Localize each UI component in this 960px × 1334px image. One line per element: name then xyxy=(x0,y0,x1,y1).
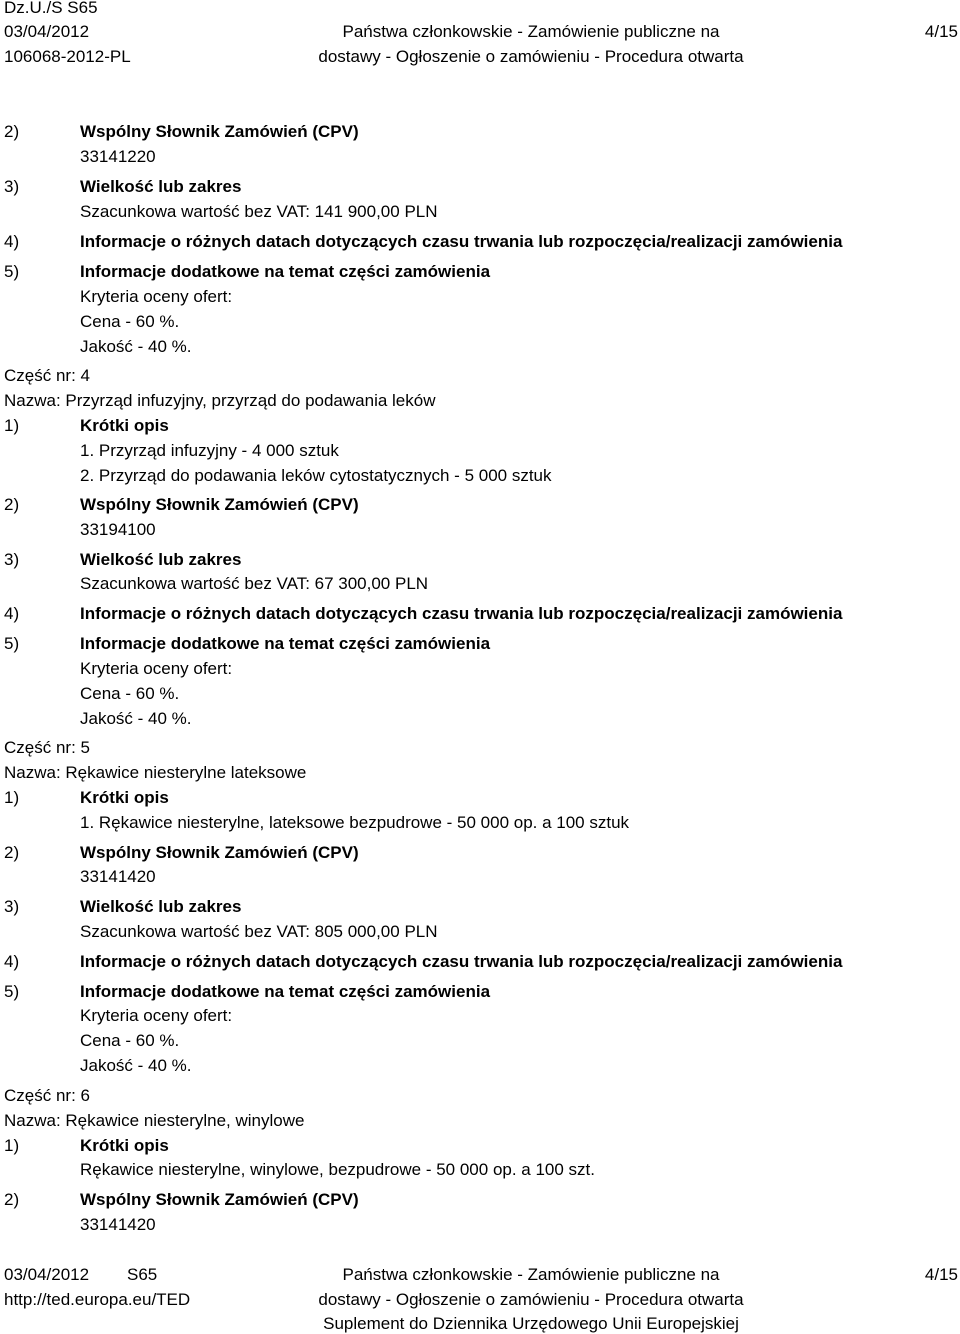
part-heading: Część nr: 5 xyxy=(4,738,90,757)
part-name: Nazwa: Przyrząd infuzyjny, przyrząd do podawania leków xyxy=(4,391,436,410)
criteria-price: Cena - 60 %. xyxy=(80,684,180,703)
footer-title-line3: Suplement do Dziennika Urzędowego Unii Europejskiej xyxy=(323,1314,739,1333)
footer-page-number: 4/15 xyxy=(924,1265,958,1284)
desc-heading: 1) Krótki opis xyxy=(4,1136,169,1155)
header-doc-id: 106068-2012-PL xyxy=(4,47,131,66)
estimated-value: Szacunkowa wartość bez VAT: 141 900,00 PLN xyxy=(80,202,438,221)
header-title-line2: dostawy - Ogłoszenie o zamówieniu - Procedura otwarta xyxy=(318,47,744,66)
criteria-quality: Jakość - 40 %. xyxy=(80,337,192,356)
part-name: Nazwa: Rękawice niesterylne, winylowe xyxy=(4,1111,305,1130)
extra-info-heading: 5) Informacje dodatkowe na temat części zamówienia xyxy=(4,634,491,653)
estimated-value: Szacunkowa wartość bez VAT: 67 300,00 PLN xyxy=(80,574,429,593)
footer-url[interactable]: http://ted.europa.eu/TED xyxy=(4,1290,191,1309)
footer-title-line1: Państwa członkowskie - Zamówienie publiczne na xyxy=(342,1265,720,1284)
cpv-code: 33194100 xyxy=(80,520,156,539)
part-heading: Część nr: 4 xyxy=(4,366,90,385)
journal-ref: Dz.U./S S65 xyxy=(4,0,98,17)
header-page-number: 4/15 xyxy=(924,22,958,41)
part-name: Nazwa: Rękawice niesterylne lateksowe xyxy=(4,763,307,782)
cpv-heading: 2) Wspólny Słownik Zamówień (CPV) xyxy=(4,495,359,514)
footer-title-line2: dostawy - Ogłoszenie o zamówieniu - Procedura otwarta xyxy=(318,1290,744,1309)
size-heading: 3) Wielkość lub zakres xyxy=(4,177,242,196)
desc-heading: 1) Krótki opis xyxy=(4,788,169,807)
desc-heading: 1) Krótki opis xyxy=(4,416,169,435)
desc-line: 1. Rękawice niesterylne, lateksowe bezpudrowe - 50 000 op. a 100 sztuk xyxy=(80,813,630,832)
desc-line: Rękawice niesterylne, winylowe, bezpudrowe - 50 000 op. a 100 szt. xyxy=(80,1160,596,1179)
criteria-label: Kryteria oceny ofert: xyxy=(80,659,233,678)
desc-line: 2. Przyrząd do podawania leków cytostatycznych - 5 000 sztuk xyxy=(80,466,552,485)
dates-heading: 4) Informacje o różnych datach dotyczących czasu trwania lub rozpoczęcia/realizacji zamówienia xyxy=(4,232,843,251)
cpv-heading: 2) Wspólny Słownik Zamówień (CPV) xyxy=(4,1190,359,1209)
extra-info-heading: 5) Informacje dodatkowe na temat części zamówienia xyxy=(4,262,491,281)
footer-date: 03/04/2012 xyxy=(4,1265,90,1284)
cpv-code: 33141220 xyxy=(80,147,156,166)
criteria-quality: Jakość - 40 %. xyxy=(80,1056,192,1075)
criteria-price: Cena - 60 %. xyxy=(80,312,180,331)
dates-heading: 4) Informacje o różnych datach dotyczących czasu trwania lub rozpoczęcia/realizacji zamówienia xyxy=(4,604,843,623)
criteria-label: Kryteria oceny ofert: xyxy=(80,287,233,306)
extra-info-heading: 5) Informacje dodatkowe na temat części zamówienia xyxy=(4,982,491,1001)
estimated-value: Szacunkowa wartość bez VAT: 805 000,00 PLN xyxy=(80,922,438,941)
size-heading: 3) Wielkość lub zakres xyxy=(4,550,242,569)
footer-series: S65 xyxy=(127,1265,158,1284)
criteria-label: Kryteria oceny ofert: xyxy=(80,1006,233,1025)
cpv-code: 33141420 xyxy=(80,1215,156,1234)
dates-heading: 4) Informacje o różnych datach dotyczących czasu trwania lub rozpoczęcia/realizacji zamówienia xyxy=(4,952,843,971)
header-date: 03/04/2012 xyxy=(4,22,90,41)
part-heading: Część nr: 6 xyxy=(4,1086,90,1105)
header-title-line1: Państwa członkowskie - Zamówienie publiczne na xyxy=(342,22,720,41)
cpv-heading: 2) Wspólny Słownik Zamówień (CPV) xyxy=(4,122,359,141)
cpv-heading: 2) Wspólny Słownik Zamówień (CPV) xyxy=(4,843,359,862)
criteria-quality: Jakość - 40 %. xyxy=(80,709,192,728)
criteria-price: Cena - 60 %. xyxy=(80,1031,180,1050)
cpv-code: 33141420 xyxy=(80,867,156,886)
size-heading: 3) Wielkość lub zakres xyxy=(4,897,242,916)
desc-line: 1. Przyrząd infuzyjny - 4 000 sztuk xyxy=(80,441,339,460)
